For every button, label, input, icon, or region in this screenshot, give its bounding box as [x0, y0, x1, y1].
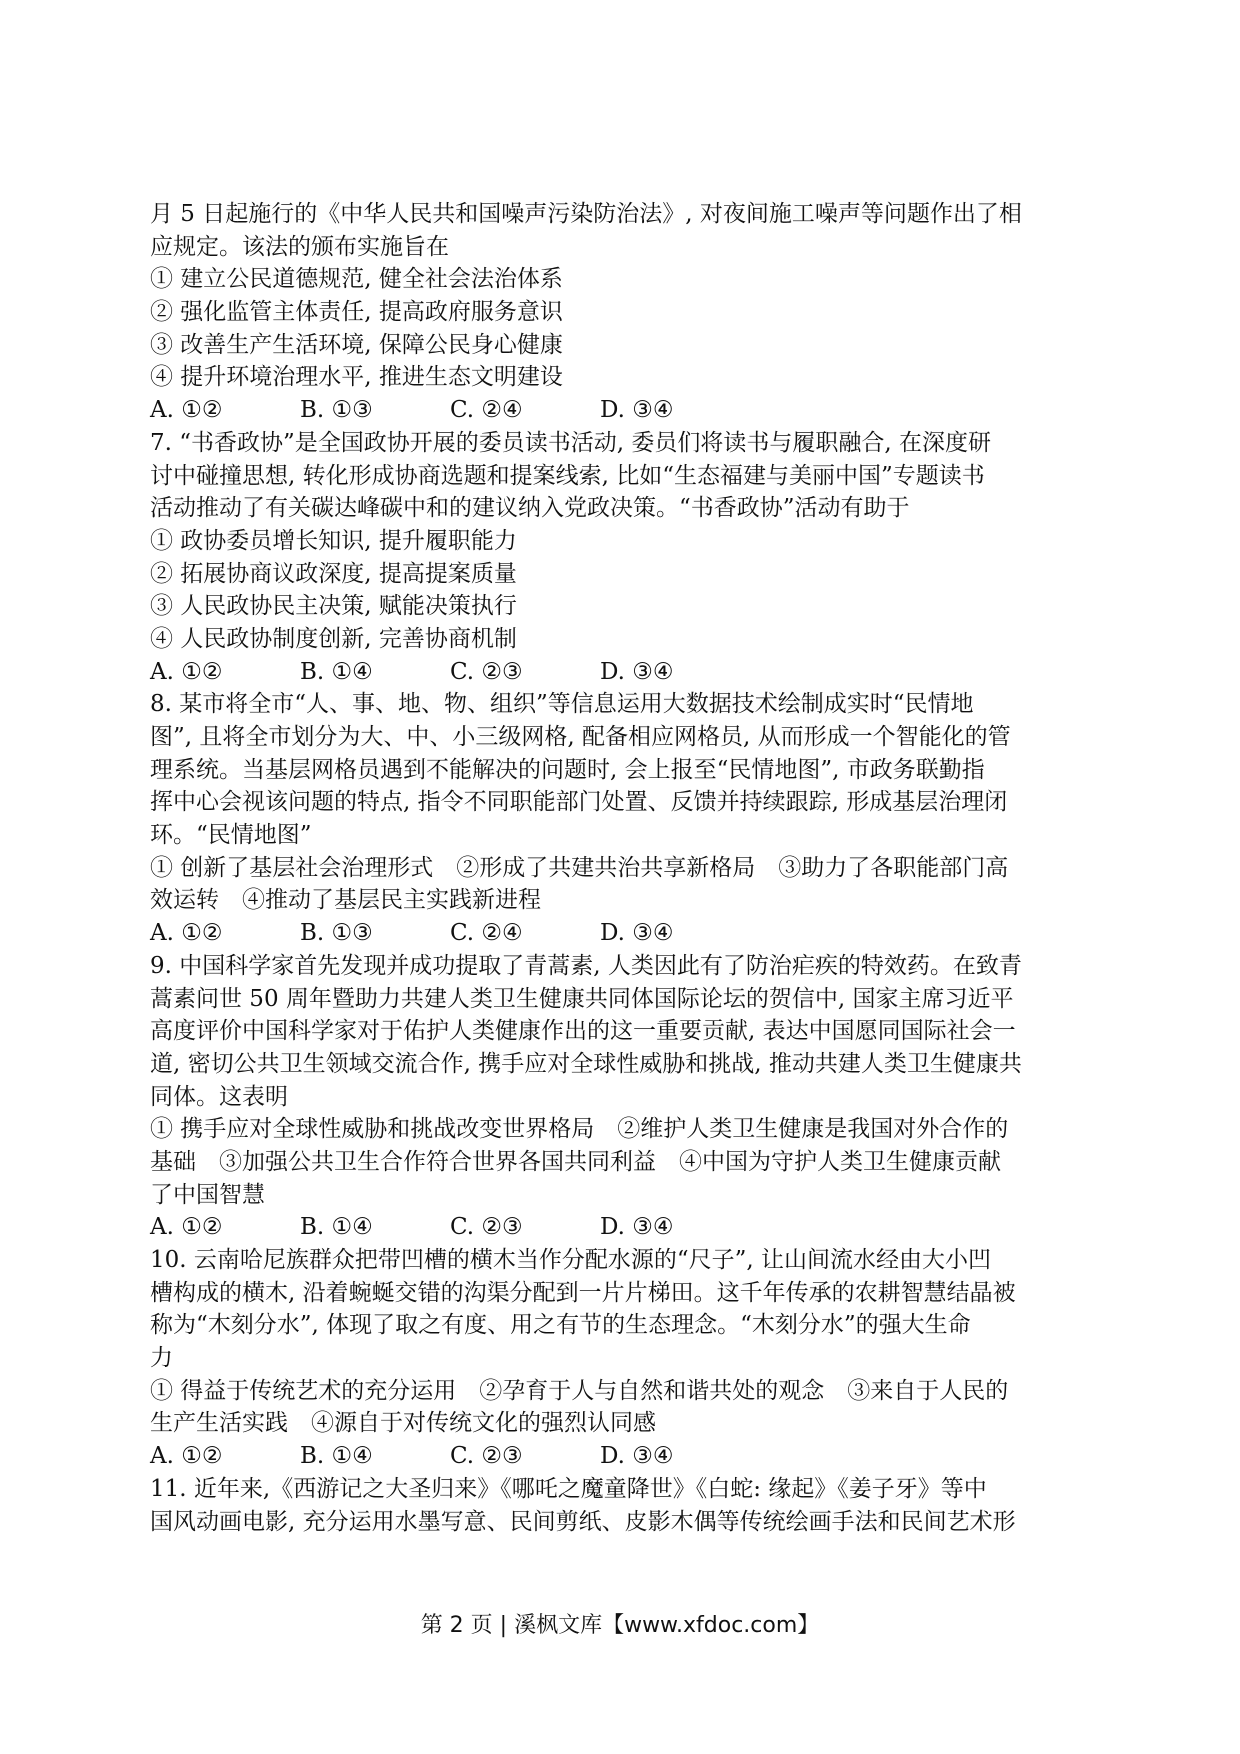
answer-option: A. ①②: [150, 397, 223, 424]
document-body: [150, 198, 1090, 1538]
text-line: ① 创新了基层社会治理形式 ②形成了共建共治共享新格局 ③助力了各职能部门高: [150, 854, 1009, 881]
text-line: 10. 云南哈尼族群众把带凹槽的横木当作分配水源的“尺子”, 让山间流水经由大小凹: [150, 1247, 992, 1273]
answer-options: [150, 394, 1090, 427]
text-line: 称为“木刻分水”, 体现了取之有度、用之有节的生态理念。“木刻分水”的强大生命: [150, 1312, 971, 1339]
text-line: ② 强化监管主体责任, 提高政府服务意识: [150, 299, 563, 326]
answer-option: B. ①③: [300, 397, 373, 424]
text-line: 同体。这表明: [150, 1083, 288, 1110]
text-line: 生产生活实践 ④源自于对传统文化的强烈认同感: [150, 1410, 656, 1437]
answer-option: A. ①②: [150, 920, 223, 947]
text-line: 月 5 日起施行的《中华人民共和国噪声污染防治法》, 对夜间施工噪声等问题作出了相: [150, 201, 1022, 227]
answer-option: C. ②③: [450, 658, 523, 685]
answer-option: C. ②③: [450, 1443, 523, 1470]
text-line: 8. 某市将全市“人、事、地、物、组织”等信息运用大数据技术绘制成实时“民情地: [150, 691, 974, 718]
text-line: ① 建立公民道德规范, 健全社会法治体系: [150, 266, 563, 293]
text-line: 9. 中国科学家首先发现并成功提取了青蒿素, 人类因此有了防治疟疾的特效药。在致青: [150, 952, 1022, 979]
answer-option: D. ③④: [600, 397, 674, 424]
answer-options: [150, 1440, 1090, 1473]
answer-options: [150, 917, 1090, 950]
text-line: ③ 人民政协民主决策, 赋能决策执行: [150, 593, 517, 620]
text-line: 活动推动了有关碳达峰碳中和的建议纳入党政决策。“书香政协”活动有助于: [150, 495, 910, 522]
text-line: 高度评价中国科学家对于佑护人类健康作出的这一重要贡献, 表达中国愿同国际社会一: [150, 1018, 1016, 1045]
answer-option: B. ①④: [300, 1214, 373, 1241]
page-footer: 第 2 页 | 溪枫文库【www.xfdoc.com】: [420, 1613, 820, 1638]
answer-options: [150, 1211, 1090, 1244]
answer-option: C. ②④: [450, 397, 523, 424]
text-line: 图”, 且将全市划分为大、中、小三级网格, 配备相应网格员, 从而形成一个智能化的管: [150, 724, 1011, 750]
text-line: 国风动画电影, 充分运用水墨写意、民间剪纸、皮影木偶等传统绘画手法和民间艺术形: [150, 1508, 1016, 1535]
answer-options: [150, 656, 1090, 689]
answer-option: C. ②③: [450, 1214, 523, 1241]
answer-option: C. ②④: [450, 920, 523, 947]
text-line: 挥中心会视该问题的特点, 指令不同职能部门处置、反馈并持续跟踪, 形成基层治理闭: [150, 789, 1008, 816]
text-line: ① 得益于传统艺术的充分运用 ②孕育于人与自然和谐共处的观念 ③来自于人民的: [150, 1377, 1009, 1404]
answer-option: D. ③④: [600, 658, 674, 685]
text-line: 蒿素问世 50 周年暨助力共建人类卫生健康共同体国际论坛的贺信中, 国家主席习近平: [150, 985, 1014, 1012]
text-line: 基础 ③加强公共卫生合作符合世界各国共同利益 ④中国为守护人类卫生健康贡献: [150, 1148, 1001, 1175]
answer-option: A. ①②: [150, 658, 223, 685]
answer-option: A. ①②: [150, 1443, 223, 1470]
text-line: 槽构成的横木, 沿着蜿蜒交错的沟渠分配到一片片梯田。这千年传承的农耕智慧结晶被: [150, 1279, 1016, 1306]
text-line: 理系统。当基层网格员遇到不能解决的问题时, 会上报至“民情地图”, 市政务联勤指: [150, 756, 985, 783]
text-line: 讨中碰撞思想, 转化形成协商选题和提案线索, 比如“生态福建与美丽中国”专题读书: [150, 462, 985, 489]
text-line: ① 政协委员增长知识, 提升履职能力: [150, 527, 517, 554]
text-line: 力: [150, 1345, 173, 1372]
text-line: ② 拓展协商议政深度, 提高提案质量: [150, 560, 517, 587]
text-line: 7. “书香政协”是全国政协开展的委员读书活动, 委员们将读书与履职融合, 在深度研: [150, 429, 992, 456]
answer-option: B. ①④: [300, 658, 373, 685]
answer-option: D. ③④: [600, 920, 674, 947]
text-line: ① 携手应对全球性威胁和挑战改变世界格局 ②维护人类卫生健康是我国对外合作的: [150, 1116, 1009, 1143]
answer-option: D. ③④: [600, 1443, 674, 1470]
text-line: 道, 密切公共卫生领域交流合作, 携手应对全球性威胁和挑战, 推动共建人类卫生健康共: [150, 1050, 1022, 1077]
text-line: 了中国智慧: [150, 1181, 265, 1208]
answer-option: A. ①②: [150, 1214, 223, 1241]
text-line: 环。“民情地图”: [150, 822, 312, 849]
answer-option: B. ①④: [300, 1443, 373, 1470]
text-line: 11. 近年来,《西游记之大圣归来》《哪吒之魔童降世》《白蛇: 缘起》《姜子牙》等中: [150, 1475, 987, 1502]
answer-option: D. ③④: [600, 1214, 674, 1241]
text-line: ③ 改善生产生活环境, 保障公民身心健康: [150, 331, 563, 358]
text-line: ④ 提升环境治理水平, 推进生态文明建设: [150, 364, 563, 391]
text-line: ④ 人民政协制度创新, 完善协商机制: [150, 625, 517, 652]
text-line: 应规定。该法的颁布实施旨在: [150, 233, 449, 260]
text-line: 效运转 ④推动了基层民主实践新进程: [150, 887, 541, 914]
answer-option: B. ①③: [300, 920, 373, 947]
